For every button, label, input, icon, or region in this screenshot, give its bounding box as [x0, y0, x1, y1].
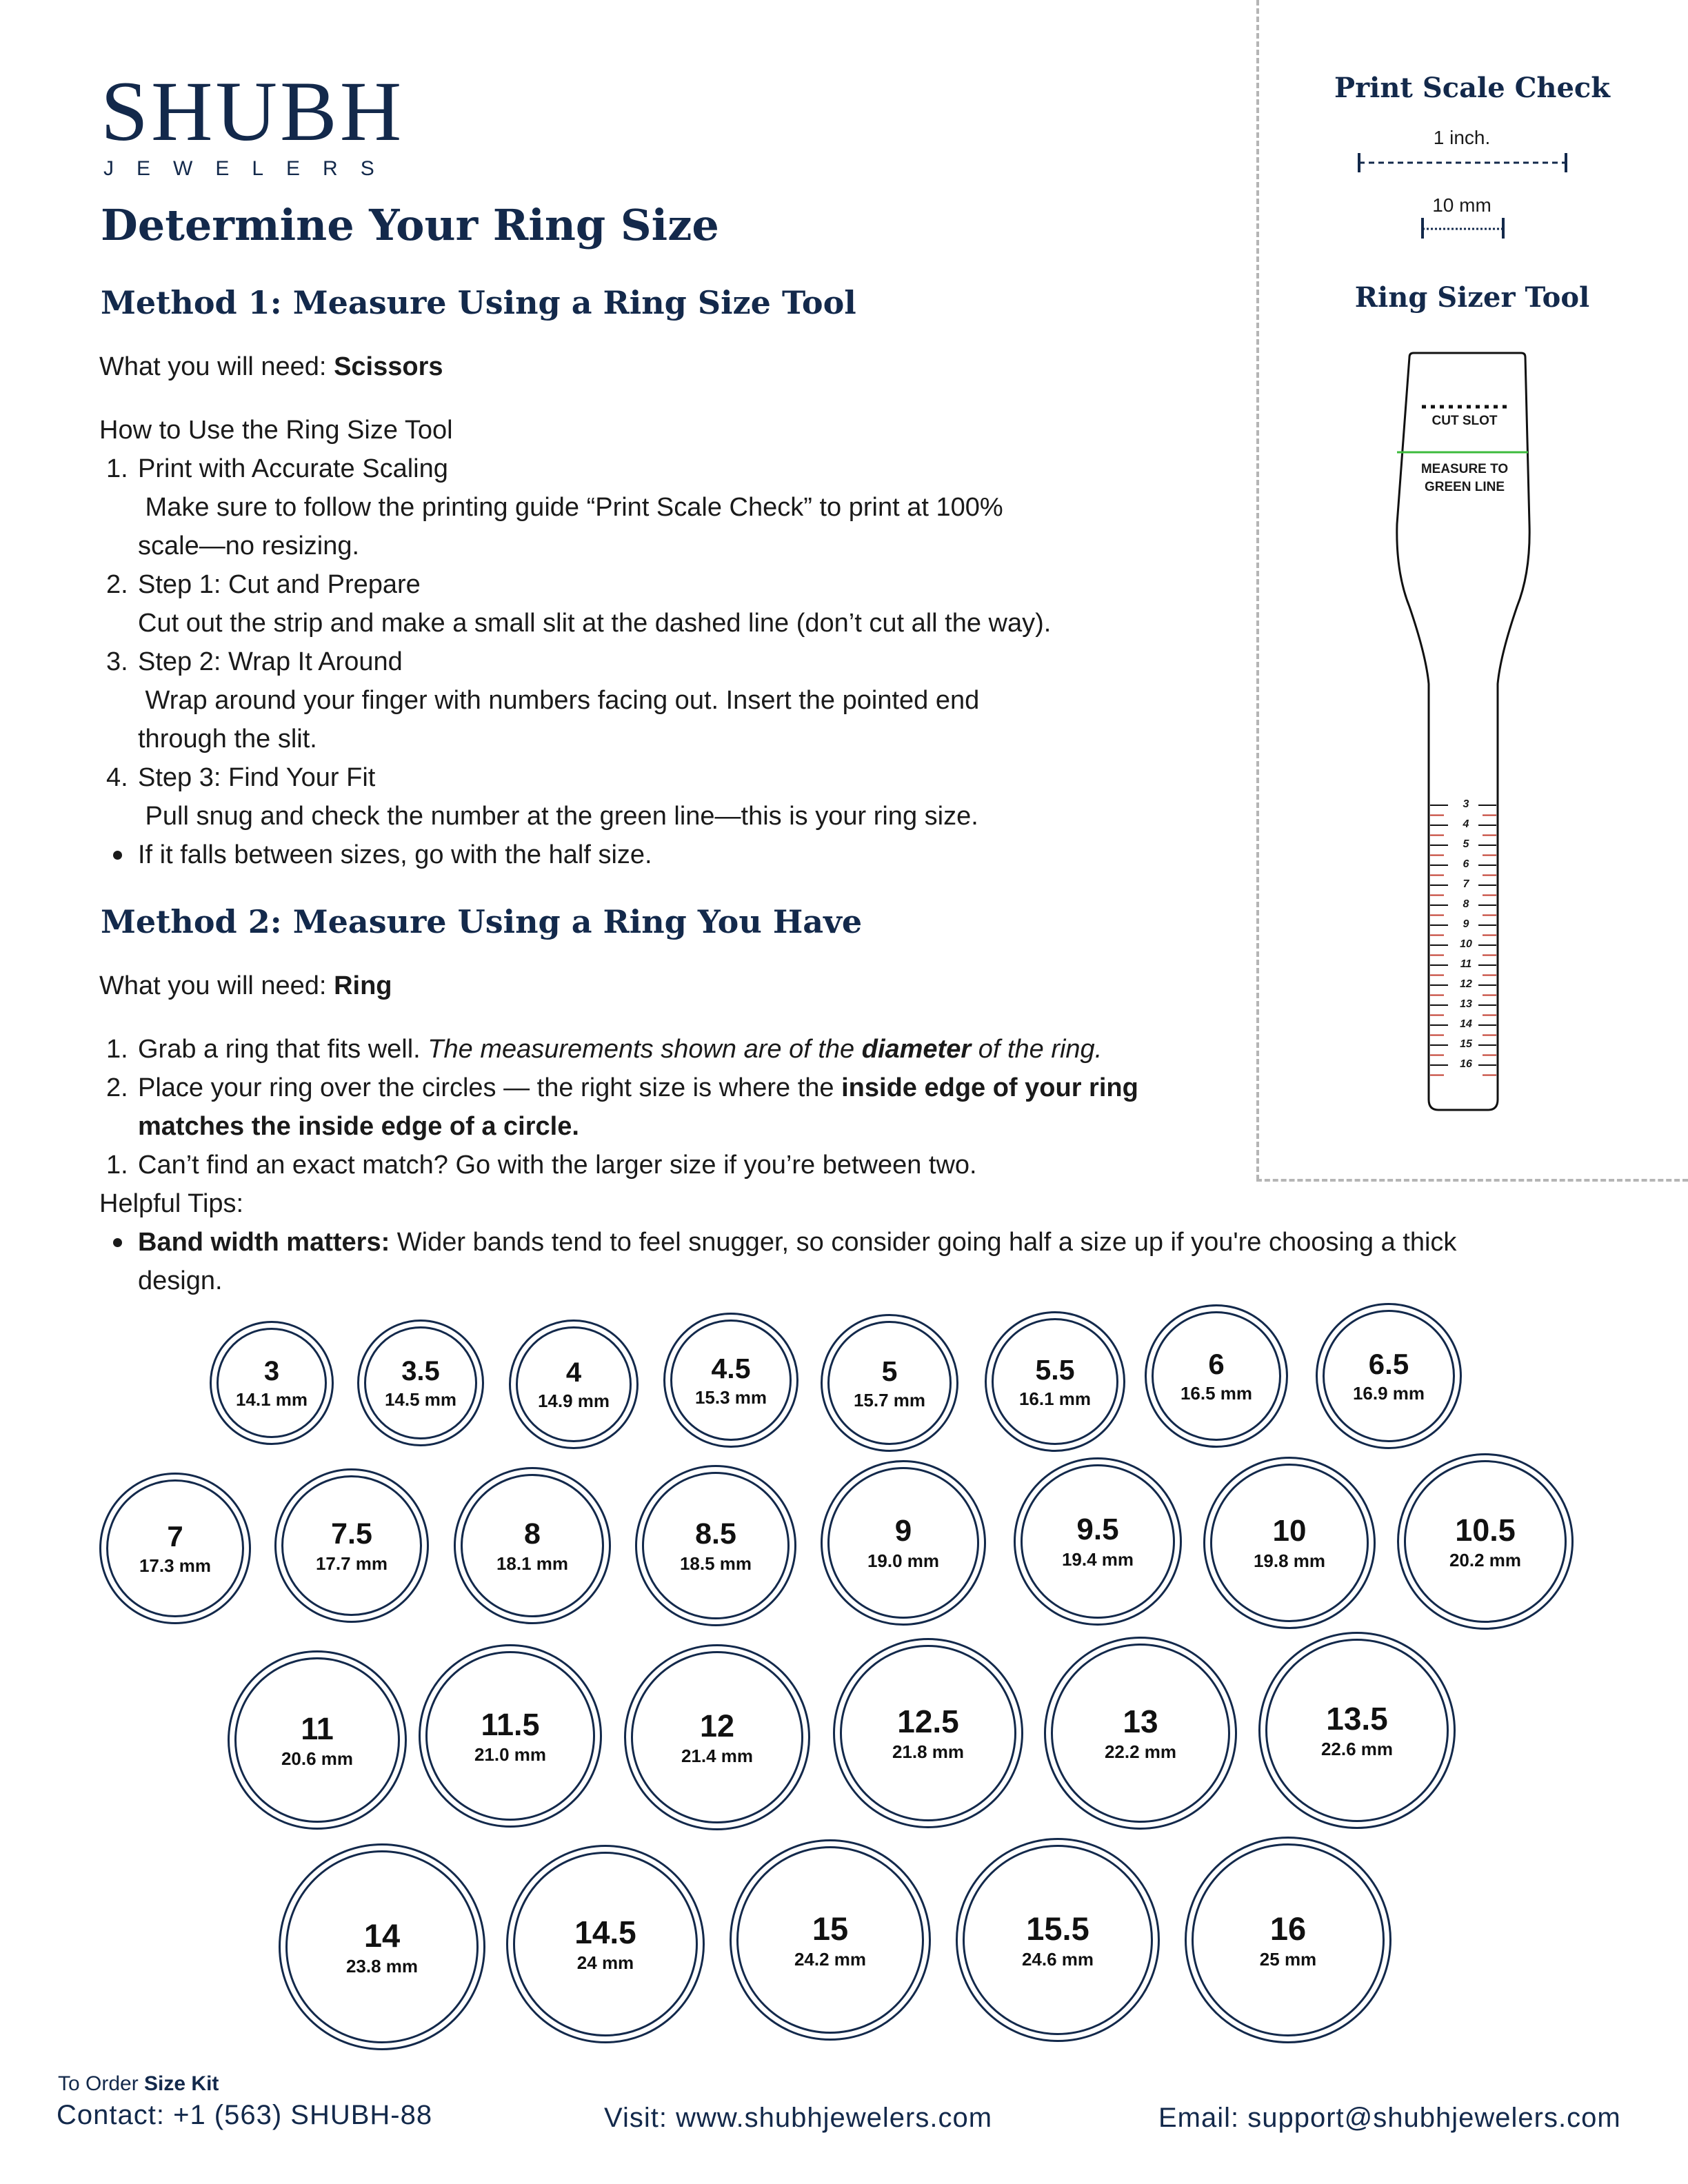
- ring-diameter-label: 14.5 mm: [384, 1389, 457, 1410]
- ring-size-label: 11.5: [481, 1706, 540, 1742]
- ring-circle-inner: [670, 1320, 792, 1441]
- contact-phone: Contact: +1 (563) SHUBH-88: [57, 2100, 433, 2130]
- ring-size-label: 15.5: [1026, 1910, 1089, 1947]
- scale-number: 12: [1460, 978, 1472, 990]
- order-kit-note: [58, 2072, 219, 2096]
- step-text: Place your ring over the circles — the right size is where the: [138, 1073, 842, 1102]
- scale-number: 15: [1460, 1038, 1472, 1050]
- ring-circle-inner: [364, 1326, 477, 1439]
- ring-diameter-label: 16.5 mm: [1180, 1383, 1253, 1404]
- step-title: Step 3: Find Your Fit: [138, 763, 376, 792]
- logo-subtitle: JEWELERS: [103, 157, 397, 180]
- scale-number: 4: [1463, 818, 1469, 830]
- step-text: Cut out the strip and make a small slit at the dashed line (don’t cut all the way).: [138, 609, 1052, 638]
- scale-number: 7: [1463, 878, 1469, 890]
- tip-bold: Band width matters:: [138, 1228, 390, 1257]
- cut-border-horizontal: [1256, 1179, 1688, 1182]
- scale-number: 3: [1463, 798, 1469, 810]
- method1-instructions: [99, 411, 1216, 874]
- scale-number: 10: [1460, 938, 1472, 950]
- ring-size-label: 14.5: [574, 1914, 636, 1950]
- ring-diameter-label: 21.8 mm: [892, 1741, 965, 1762]
- method1-steps: [99, 449, 1216, 836]
- ring-size-label: 15: [812, 1910, 849, 1947]
- logo-wordmark: SHUBH: [101, 64, 405, 159]
- order-pre: To Order: [58, 2072, 145, 2095]
- step-note-end: of the ring.: [971, 1035, 1103, 1064]
- ring-diameter-label: 19.4 mm: [1061, 1549, 1134, 1570]
- step-title: Print with Accurate Scaling: [138, 454, 448, 483]
- step-text: Can’t find an exact match? Go with the larger size if you’re between two.: [138, 1151, 977, 1180]
- ring-circle-inner: [516, 1326, 632, 1442]
- ring-diameter-label: 21.0 mm: [474, 1743, 547, 1765]
- ring-circle-inner: [1021, 1464, 1175, 1619]
- ring-size-label: 6: [1208, 1348, 1225, 1380]
- mm-ruler: [1419, 214, 1509, 241]
- ring-size-label: 4: [565, 1357, 582, 1388]
- scale-number: 5: [1463, 838, 1469, 850]
- ring-circle-inner: [736, 1846, 924, 2034]
- ring-size-label: 14: [363, 1917, 401, 1954]
- mm-label: 10 mm: [1432, 194, 1491, 216]
- ring-diameter-label: 15.7 mm: [853, 1389, 926, 1410]
- step-item: [99, 449, 1216, 565]
- ring-size-label: 10: [1272, 1514, 1307, 1548]
- scale-number: 14: [1460, 1018, 1472, 1030]
- scale-number: 8: [1463, 898, 1469, 910]
- step-number: 1.: [106, 1035, 128, 1064]
- ring-circle-inner: [1192, 1843, 1385, 2036]
- bullet-text: If it falls between sizes, go with the half size.: [138, 840, 652, 869]
- ring-size-label: 7.5: [331, 1517, 372, 1550]
- ring-size-label: 3.5: [401, 1356, 440, 1386]
- tip-text: Wider bands tend to feel snugger, so consider going half a size up if you're choosing a thick: [390, 1228, 1457, 1257]
- ring-circle-inner: [461, 1474, 604, 1617]
- email-link[interactable]: Email: support@shubhjewelers.com: [1158, 2103, 1621, 2133]
- step-emphasis: inside edge of your ring: [841, 1073, 1138, 1102]
- ring-circle-inner: [1265, 1639, 1449, 1822]
- method2-heading: Method 2: Measure Using a Ring You Have: [101, 903, 863, 940]
- print-scale-title: Print Scale Check: [1334, 72, 1610, 104]
- bullet-dot: [113, 851, 122, 860]
- ring-diameter-label: 14.1 mm: [235, 1389, 308, 1410]
- ring-size-label: 13: [1123, 1703, 1158, 1739]
- ring-circle-inner: [827, 1467, 979, 1619]
- ring-size-label: 11: [301, 1710, 334, 1746]
- ring-circle-inner: [425, 1651, 595, 1821]
- step-number: 2.: [106, 1073, 128, 1102]
- ring-size-label: 7: [167, 1520, 183, 1553]
- ring-diameter-label: 20.2 mm: [1449, 1549, 1522, 1570]
- ring-circle-inner: [217, 1328, 327, 1438]
- ring-diameter-label: 14.9 mm: [537, 1391, 610, 1411]
- website-link[interactable]: Visit: www.shubhjewelers.com: [604, 2103, 993, 2133]
- ring-diameter-label: 17.3 mm: [139, 1555, 212, 1576]
- ring-size-label: 9.5: [1076, 1513, 1119, 1546]
- ring-circle-inner: [1210, 1464, 1369, 1622]
- ring-circle-inner: [631, 1651, 803, 1823]
- ring-diameter-label: 19.0 mm: [867, 1550, 940, 1571]
- ring-circle-inner: [827, 1321, 952, 1445]
- step-text: through the slit.: [138, 725, 317, 754]
- ring-size-label: 3: [263, 1356, 280, 1386]
- scale-number: 6: [1463, 858, 1469, 870]
- cut-slot-label: CUT SLOT: [1431, 414, 1498, 428]
- ring-size-label: 12: [699, 1708, 735, 1743]
- ring-diameter-label: 18.5 mm: [679, 1553, 752, 1574]
- scale-number: 11: [1460, 958, 1472, 970]
- ring-sizer-title: Ring Sizer Tool: [1354, 281, 1590, 314]
- ring-size-label: 13.5: [1326, 1701, 1388, 1737]
- step-number: 1.: [106, 454, 128, 483]
- ring-size-label: 12.5: [897, 1703, 959, 1739]
- ring-diameter-label: 21.4 mm: [681, 1745, 754, 1766]
- ring-circle-inner: [642, 1472, 790, 1619]
- ring-size-label: 5.5: [1035, 1353, 1075, 1386]
- need-item: Scissors: [334, 352, 443, 381]
- step-text: Wrap around your finger with numbers facing out. Insert the pointed end: [138, 686, 980, 715]
- inch-ruler: [1356, 149, 1569, 176]
- page-title: Determine Your Ring Size: [101, 200, 719, 250]
- measure-label-line: GREEN LINE: [1424, 480, 1505, 494]
- need-label: What you will need:: [99, 352, 334, 381]
- bullet-item: [99, 836, 1216, 874]
- ring-circle-inner: [281, 1475, 422, 1616]
- ring-circle-inner: [1152, 1311, 1281, 1441]
- ring-diameter-label: 22.2 mm: [1104, 1741, 1177, 1762]
- measure-label: [1396, 461, 1534, 496]
- ring-size-label: 8: [524, 1517, 541, 1550]
- ring-circle-inner: [285, 1850, 479, 2043]
- method2-need: [99, 967, 392, 1005]
- ring-diameter-label: 19.8 mm: [1253, 1550, 1326, 1571]
- ring-circle-inner: [1051, 1644, 1230, 1823]
- step-text: scale—no resizing.: [138, 532, 360, 560]
- step-text: Grab a ring that fits well.: [138, 1035, 428, 1064]
- ring-diameter-label: 23.8 mm: [345, 1955, 419, 1976]
- step-note: The measurements shown are of the: [428, 1035, 862, 1064]
- ring-circle-inner: [234, 1657, 400, 1823]
- tip-item: [99, 1223, 1616, 1300]
- bullet-dot: [113, 1238, 122, 1247]
- step-number: 4.: [106, 763, 128, 792]
- step-text: Pull snug and check the number at the green line—this is your ring size.: [138, 802, 978, 831]
- ring-size-label: 5: [881, 1355, 898, 1387]
- ring-diameter-label: 24.6 mm: [1021, 1948, 1094, 1970]
- need-item: Ring: [334, 971, 392, 1000]
- order-bold: Size Kit: [144, 2072, 219, 2095]
- ring-diameter-label: 20.6 mm: [281, 1748, 354, 1769]
- ring-diameter-label: 15.3 mm: [694, 1386, 767, 1408]
- ring-size-label: 6.5: [1368, 1348, 1409, 1380]
- ring-diameter-label: 18.1 mm: [496, 1553, 569, 1574]
- step-title: Step 1: Cut and Prepare: [138, 570, 421, 599]
- tips-heading: Helpful Tips:: [99, 1189, 244, 1218]
- ring-circle-inner: [1323, 1310, 1455, 1442]
- ring-diameter-label: 16.9 mm: [1352, 1383, 1425, 1404]
- ring-diameter-label: 16.1 mm: [1018, 1388, 1092, 1409]
- scale-number: 9: [1463, 918, 1469, 930]
- inch-label: 1 inch.: [1433, 127, 1491, 148]
- howto-heading: How to Use the Ring Size Tool: [99, 416, 453, 445]
- tip-text-cont: design.: [138, 1266, 223, 1295]
- ring-size-label: 4.5: [711, 1352, 751, 1384]
- ring-size-label: 10.5: [1455, 1512, 1516, 1548]
- step-item: [99, 643, 1216, 758]
- scale-numbers: [1445, 798, 1487, 1078]
- ring-size-label: 16: [1269, 1910, 1307, 1947]
- step-title: Step 2: Wrap It Around: [138, 647, 403, 676]
- scale-number: 16: [1460, 1058, 1472, 1070]
- method1-need: [99, 347, 443, 386]
- ring-circle-inner: [992, 1318, 1118, 1445]
- ring-diameter-label: 24.2 mm: [794, 1948, 867, 1970]
- ring-diameter-label: 25 mm: [1259, 1948, 1317, 1970]
- ring-circle-inner: [840, 1645, 1016, 1821]
- step-emphasis-cont: matches the inside edge of a circle.: [138, 1112, 579, 1141]
- ring-circle-inner: [106, 1479, 244, 1617]
- ring-circle-inner: [1404, 1460, 1567, 1623]
- scale-number: 13: [1460, 998, 1472, 1010]
- method1-bullets: [99, 836, 1216, 874]
- ring-circle-inner: [513, 1852, 698, 2036]
- method1-heading: Method 1: Measure Using a Ring Size Tool: [101, 284, 856, 321]
- step-item: [99, 758, 1216, 836]
- ring-size-label: 8.5: [695, 1517, 736, 1550]
- need-label: What you will need:: [99, 971, 334, 1000]
- ring-diameter-label: 17.7 mm: [315, 1553, 388, 1574]
- ring-circle-inner: [963, 1845, 1153, 2035]
- measure-label-line: MEASURE TO: [1420, 462, 1509, 476]
- ring-size-label: 9: [894, 1514, 912, 1548]
- ring-diameter-label: 22.6 mm: [1320, 1739, 1394, 1759]
- cut-border-vertical: [1256, 0, 1259, 1180]
- step-text: Make sure to follow the printing guide “Print Scale Check” to print at 100%: [138, 493, 1003, 522]
- step-number: 3.: [106, 647, 128, 676]
- step-emphasis: diameter: [861, 1035, 972, 1064]
- ring-diameter-label: 24 mm: [576, 1952, 634, 1973]
- step-item: [99, 565, 1216, 643]
- step-number: 2.: [106, 570, 128, 599]
- step-number: 1.: [106, 1151, 128, 1180]
